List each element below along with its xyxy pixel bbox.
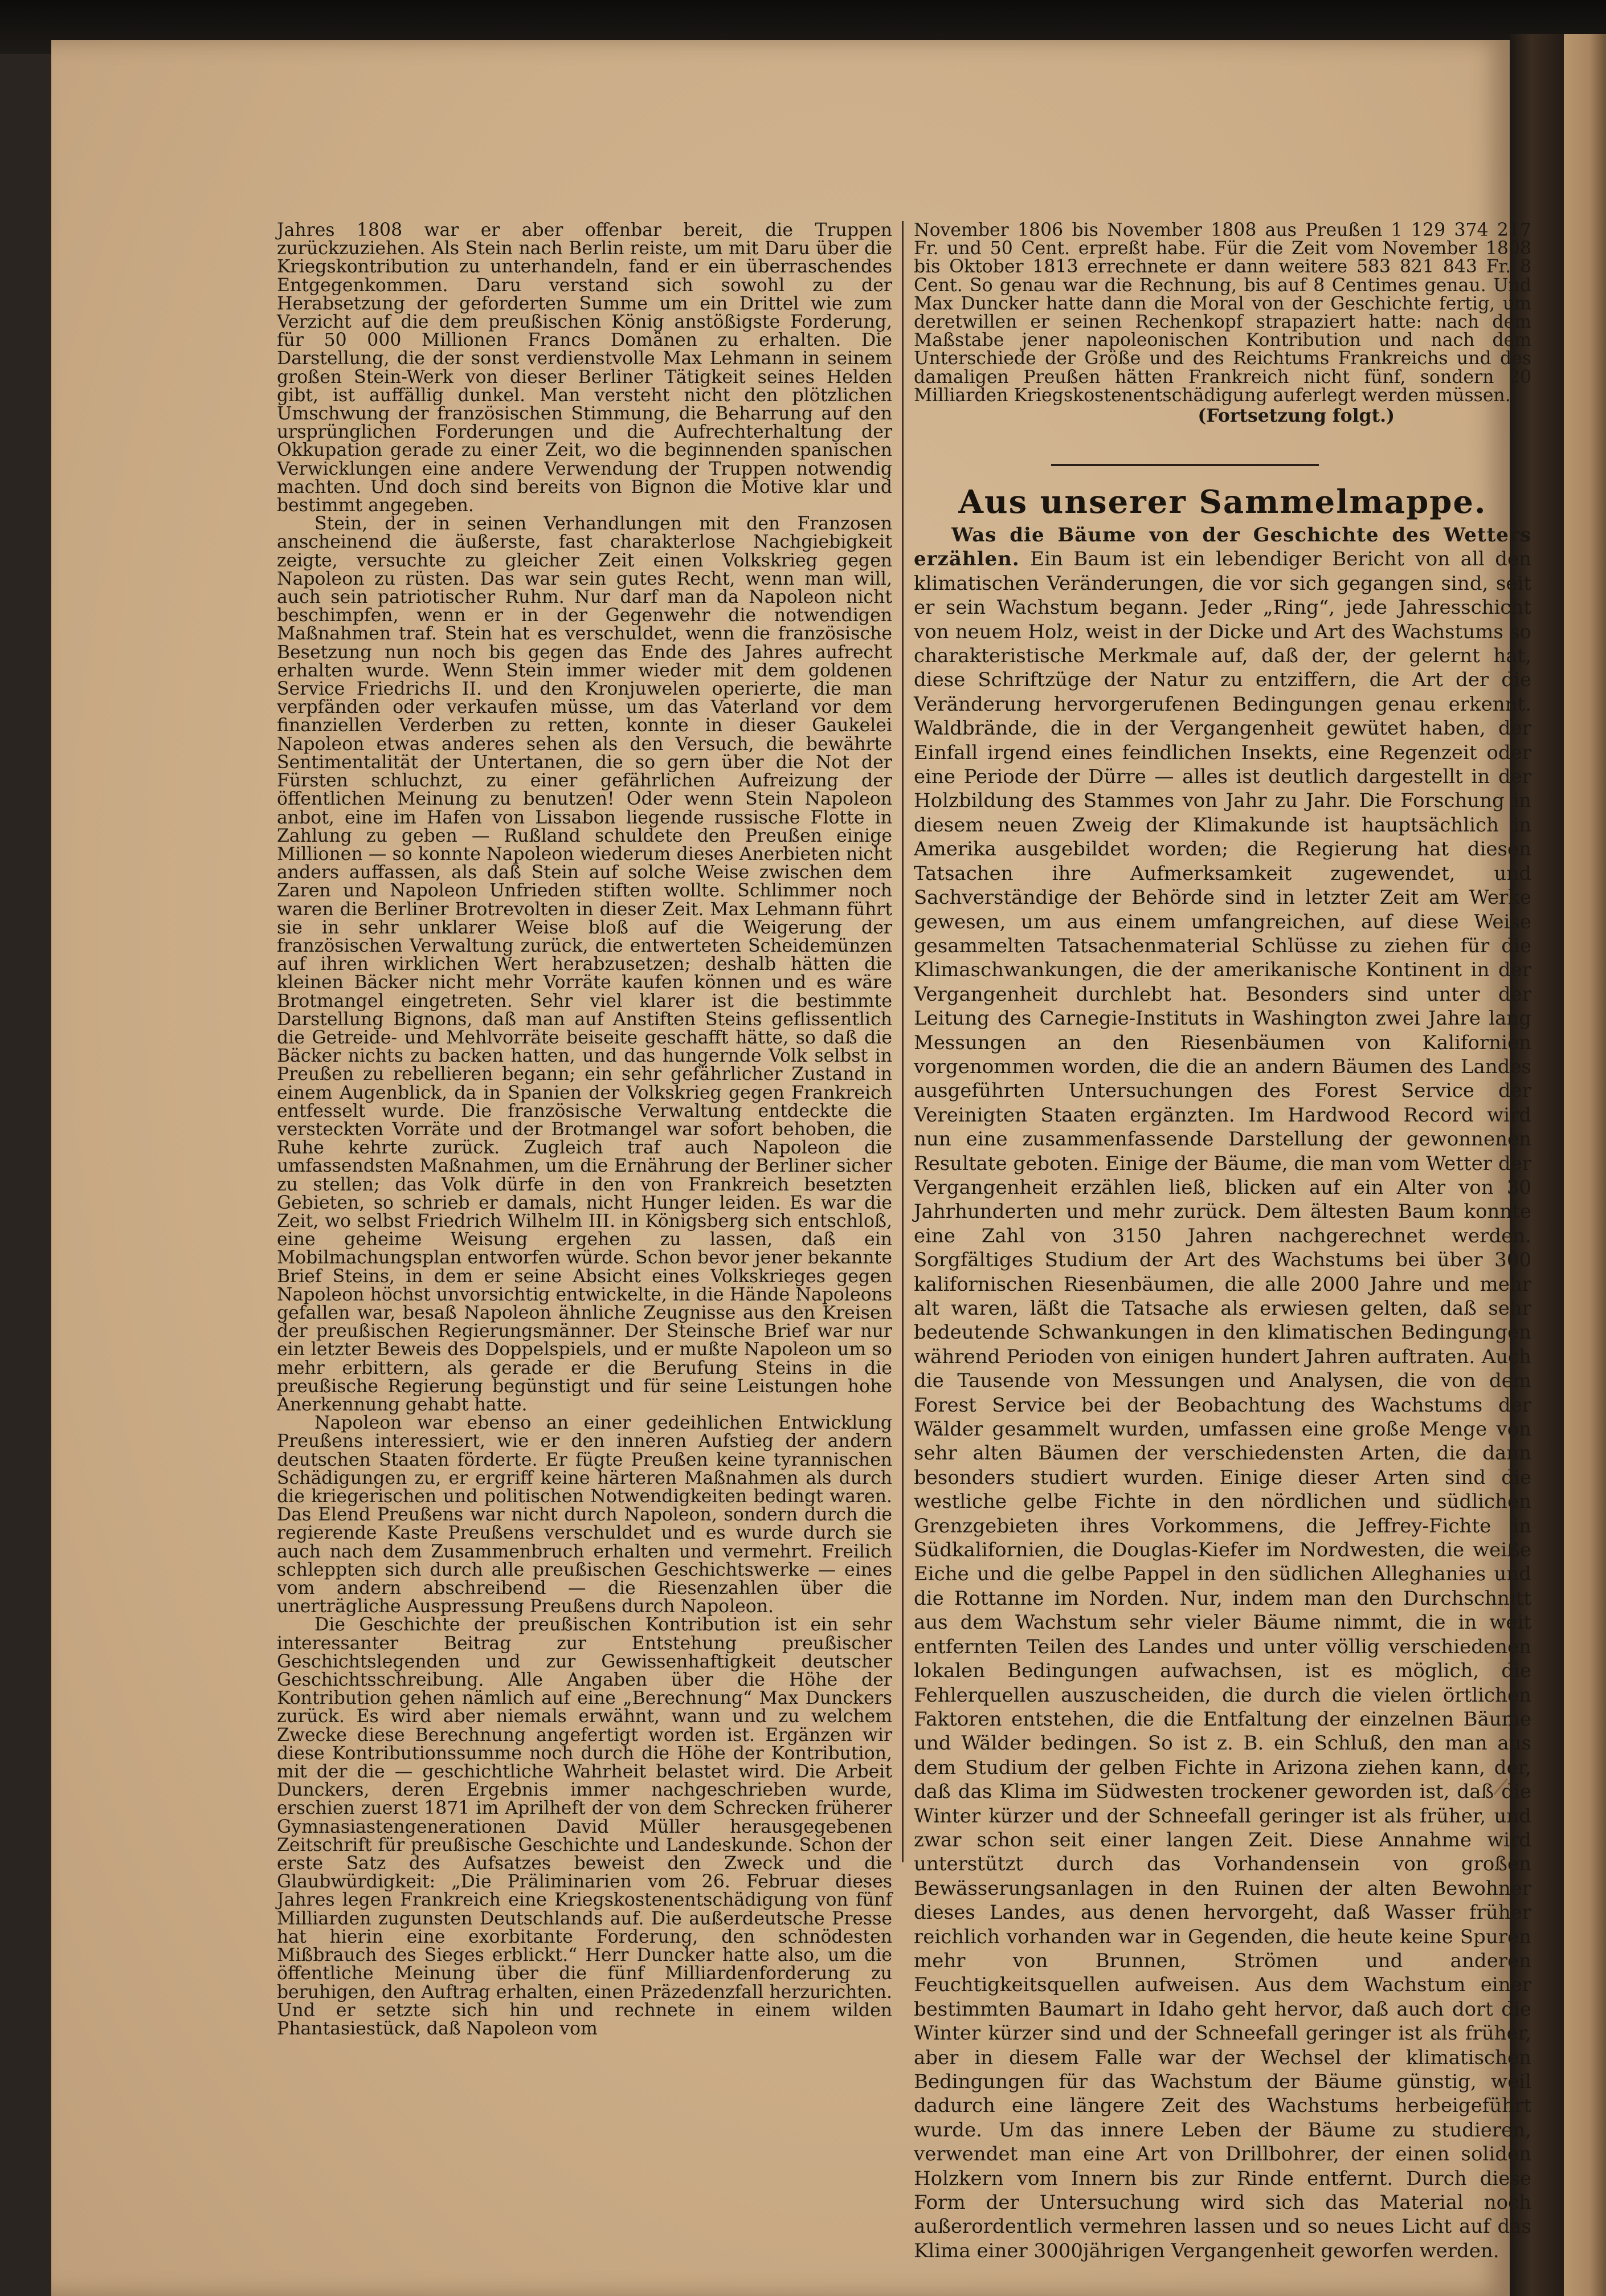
- article-paragraph: [914, 523, 1531, 2263]
- paragraph: November 1806 bis November 1808 aus Preußen 1 129 374 217 Fr. und 50 Cent. erpreßt habe. Für die Zeit vom November 1808 bis Oktober 1813 errechnete er dann weitere 583 821 843 Fr. 8 Cent. So genau war die Rechnung, bis auf 8 Centimes genau. Und Max Duncker hatte dann die Moral von der Geschichte fertig, um deretwillen er seinen Rechenkopf strapaziert hatte: nach dem Maßstabe jener napoleonischen Kontribution und nach dem Unterschiede der Größe und des Reichtums Frankreichs und des damaligen Preußen hätten Frankreich nicht fünf, sondern 20 Milliarden Kriegskostenentschädigung auferlegt werden müssen.: [914, 220, 1531, 406]
- paragraph: Die Geschichte der preußischen Kontribution ist ein sehr interessanter Beitrag zur Entstehung preußischer Geschichtslegenden und zur Gewissenhaftigkeit deutscher Geschichtsschreibung. Alle Angaben über die Höhe der Kontribution gehen nämlich auf eine „Berechnung“ Max Dunckers zurück. Es wird aber niemals erwähnt, wann und zu welchem Zwecke diese Berechnung angefertigt worden ist. Ergänzen wir diese Kontributionssumme noch durch die Höhe der Kontribution, mit der die — geschichtliche Wahrheit belastet wird. Die Arbeit Dunckers, deren Ergebnis immer nachgeschrieben wurde, erschien zuerst 1871 im Aprilheft der von dem Schrecken früherer Gymnasiastengenerationen David Müller herausgegebenen Zeitschrift für preußische Geschichte und Landeskunde. Schon der erste Satz des Aufsatzes beweist den Zweck und die Glaubwürdigkeit: „Die Präliminarien vom 26. Februar dieses Jahres legen Frankreich eine Kriegskostenentschädigung von fünf Milliarden zugunsten Deutschlands auf. Die außerdeutsche Presse hat hierin eine exorbitante Forderung, den schnödesten Mißbrauch des Sieges erblickt.“ Herr Duncker hatte also, um die öffentliche Meinung über die fünf Milliardenforderung zu beruhigen, den Auftrag erhalten, einen Präzedenzfall herzurichten. Und er setzte sich hin und rechnete in einem wilden Phantasiestück, daß Napoleon vom: [277, 1614, 892, 2039]
- facing-page-edge: [1564, 34, 1606, 2296]
- paragraph: Jahres 1808 war er aber offenbar bereit, die Truppen zurückzuziehen. Als Stein nach Berlin reiste, um mit Daru über die Kriegskontribution zu unterhandeln, fand er ein überraschendes Entgegenkommen. Daru verstand sich sowohl zu der Herabsetzung der geforderten Summe um ein Drittel wie zum Verzicht auf die dem preußischen König anstößigste Forderung, für 50 000 Millionen Francs Domänen zu erhalten. Die Darstellung, die der sonst verdienstvolle Max Lehmann in seinem großen Stein-Werk von dieser Berliner Tätigkeit seines Helden gibt, ist auffällig dunkel. Man versteht nicht den plötzlichen Umschwung der französischen Stimmung, die Beharrung auf den ursprünglichen Forderungen und die Aufrechterhaltung der Okkupation gerade zu einer Zeit, wo die beginnenden spanischen Verwicklungen eine andere Verwendung der Truppen notwendig machten. Und doch sind bereits von Bignon die Motive klar und bestimmt angegeben.: [277, 220, 892, 516]
- column-rule: [902, 221, 904, 1862]
- section-separator: [1051, 464, 1319, 466]
- section-heading: Aus unserer Sammelmappe.: [958, 483, 1487, 521]
- paragraph: Stein, der in seinen Verhandlungen mit den Franzosen anscheinend die äußerste, fast charakterlose Nachgiebigkeit zeigte, versuchte zu gleicher Zeit einen Volkskrieg gegen Napoleon zu rüsten. Das war sein gutes Recht, wenn man will, auch sein patriotischer Ruhm. Nur darf man da Napoleon nicht beschimpfen, wenn er in der Gegenwehr die notwendigen Maßnahmen traf. Stein hat es verschuldet, wenn die französische Besetzung nun noch bis gegen das Ende des Jahres aufrecht erhalten wurde. Wenn Stein immer wieder mit dem goldenen Service Friedrichs II. und den Kronjuwelen operierte, die man verpfänden oder verkaufen müsse, um das Vaterland vor dem finanziellen Verderben zu retten, konnte in dieser Gaukelei Napoleon etwas anderes sehen als den Versuch, die bewährte Sentimentalität der Untertanen, die so gern über die Not der Fürsten schluchzt, zu einer gefährlichen Aufreizung der öffentlichen Meinung zu benutzen! Oder wenn Stein Napoleon anbot, eine im Hafen von Lissabon liegende russische Flotte in Zahlung zu geben — Rußland schuldete den Preußen einige Millionen — so konnte Napoleon wiederum dieses Anerbieten nicht anders auffassen, als daß Stein auf solche Weise zwischen dem Zaren und Napoleon Unfrieden stiften wollte. Schlimmer noch waren die Berliner Brotrevolten in dieser Zeit. Max Lehmann führt sie in sehr unklarer Weise bloß auf die Weigerung der französischen Verwaltung zurück, die entwerteten Scheidemünzen auf ihren wirklichen Wert herabzusetzen; deshalb hätten die kleinen Bäcker nicht mehr Vorräte kaufen können und es wäre Brotmangel eingetreten. Sehr viel klarer ist die bestimmte Darstellung Bignons, daß man auf Anstiften Steins geflissentlich die Getreide- und Mehlvorräte beiseite geschafft hätte, so daß die Bäcker nichts zu backen hatten, und das hungernde Volk selbst in Preußen zu rebellieren begann; ein sehr gefährlicher Zustand in einem Augenblick, da in Spanien der Volkskrieg gegen Frankreich entfesselt wurde. Die französische Verwaltung entdeckte die versteckten Vorräte und der Brotmangel war sofort behoben, die Ruhe kehrte zurück. Zugleich traf auch Napoleon die umfassendsten Maßnahmen, um die Ernährung der Berliner sicher zu stellen; das Volk dürfe in den von Frankreich besetzten Gebieten, so schrieb er damals, nicht Hunger leiden. Es war die Zeit, wo selbst Friedrich Wilhelm III. in Königsberg sich entschloß, eine geheime Weisung ergehen zu lassen, daß ein Mobilmachungsplan entworfen würde. Schon bevor jener bekannte Brief Steins, in dem er seine Absicht eines Volkskrieges gegen Napoleon höchst unvorsichtig entwickelte, in die Hände Napoleons gefallen war, besaß Napoleon ähnliche Zeugnisse aus den Kreisen der preußischen Regierungsmänner. Der Steinsche Brief war nur ein letzter Beweis des Doppelspiels, und er mußte Napoleon um so mehr erbittern, als gerade er die Berufung Steins in die preußische Regierung begünstigt und für seine Leistungen hohe Anerkennung gehabt hatte.: [277, 513, 892, 1415]
- continued-note: (Fortsetzung folgt.): [1198, 405, 1395, 427]
- left-column: [277, 221, 892, 2038]
- right-column-top: [914, 221, 1531, 425]
- article-text: Ein Baum ist ein lebendiger Bericht von all den klimatischen Veränderungen, die vor sich gegangen sind, seit er sein Wachstum begann. Jeder „Ring“, jede Jahresschicht von neuem Holz, weist in der Dicke und Art des Wachstums so charakteristische Merkmale auf, daß der, der gelernt hat, diese Schriftzüge der Natur zu entziffern, die Art der die Veränderung hervorgerufenen Bedingungen genau erkennt. Waldbrände, die in der Vergangenheit gewütet haben, der Einfall irgend eines feindlichen Insekts, eine Regenzeit oder eine Periode der Dürre — alles ist deutlich dargestellt in der Holzbildung des Stammes von Jahr zu Jahr. Die Forschung in diesem neuen Zweig der Klimakunde ist hauptsächlich in Amerika ausgebildet worden; die Regierung hat diesen Tatsachen ihre Aufmerksamkeit zugewendet, und Sachverständige der Behörde sind in letzter Zeit am Werke gewesen, um aus einem umfangreichen, auf diese Weise gesammelten Tatsachenmaterial Schlüsse zu ziehen für die Klimaschwankungen, die der amerikanische Kontinent in der Vergangenheit durchlebt hat. Besonders sind unter der Leitung des Carnegie-Instituts in Washington zwei Jahre lang Messungen an den Riesenbäumen von Kalifornien vorgenommen worden, die die an andern Bäumen des Landes ausgeführten Untersuchungen des Forest Service der Vereinigten Staaten ergänzten. Im Hardwood Record wird nun eine zusammenfassende Darstellung der gewonnenen Resultate geboten. Einige der Bäume, die man vom Wetter der Vergangenheit erzählen ließ, blicken auf ein Alter von 30 Jahrhunderten und mehr zurück. Dem ältesten Baum konnte eine Zahl von 3150 Jahren nachgerechnet werden. Sorgfältiges Studium der Art des Wachstums bei über 300 kalifornischen Riesenbäumen, die alle 2000 Jahre und mehr alt waren, läßt die Tatsache als erwiesen gelten, daß sehr bedeutende Schwankungen in den klimatischen Bedingungen während Perioden von einigen hundert Jahren auftraten. Auch die Tausende von Messungen und Analysen, die von dem Forest Service bei der Beobachtung des Wachstums der Wälder gesammelt wurden, umfassen eine große Menge von sehr alten Bäumen der verschiedensten Arten, die dann besonders studiert wurden. Einige dieser Arten sind die westliche gelbe Fichte in den nördlichen und südlichen Grenzgebieten ihres Vorkommens, die Jeffrey-Fichte in Südkalifornien, die Douglas-Kiefer im Nordwesten, die weiße Eiche und die gelbe Pappel in den südlichen Alleghanies und die Rottanne im Norden. Nur, indem man den Durchschnitt aus dem Wachstum sehr vieler Bäume nimmt, die in weit entfernten Teilen des Landes und unter völlig verschiedenen lokalen Bedingungen aufwachsen, ist es möglich, die Fehlerquellen auszuscheiden, die durch die vielen örtlichen Faktoren entstehen, die die Entfaltung der einzelnen Bäume und Wälder bedingen. So ist z. B. ein Schluß, den man aus dem Studium der gelben Fichte in Arizona ziehen kann, der, daß das Klima im Südwesten trockener geworden ist, daß die Winter kürzer und der Schneefall geringer ist als früher, und zwar schon seit einer langen Zeit. Diese Annahme wird unterstützt durch das Vorhandensein von großen Bewässerungsanlagen in den Ruinen der alten Bewohner dieses Landes, aus denen hervorgeht, daß Wasser früher reichlich vorhanden war in Gegenden, die heute keine Spuren mehr von Brunnen, Strömen und anderen Feuchtigkeitsquellen aufweisen. Aus dem Wachstum einer bestimmten Baumart in Idaho geht hervor, daß auch dort die Winter kürzer sind und der Schneefall geringer ist als früher, aber in diesem Falle war der Wechsel der klimatischen Bedingungen für das Wachstum der Bäume günstig, weil dadurch eine längere Zeit des Wachstums herbeigeführt wurde. Um das innere Leben der Bäume zu studieren, verwendet man eine Art von Drillbohrer, der einen soliden Holzkern vom Innern bis zur Rinde entfernt. Durch diese Form der Untersuchung wird sich das Material noch außerordentlich vermehren lassen und so neues Licht auf das Klima einer 3000jährigen Vergangenheit geworfen werden.: [914, 548, 1532, 2262]
- article-trees-weather: [914, 523, 1531, 2263]
- paragraph: Napoleon war ebenso an einer gedeihlichen Entwicklung Preußens interessiert, wie er den inneren Aufstieg der andern deutschen Staaten förderte. Er fügte Preußen keine tyrannischen Schädigungen zu, er ergriff keine härteren Maßnahmen als durch die kriegerischen und politischen Notwendigkeiten bedingt waren. Das Elend Preußens war nicht durch Napoleon, sondern durch die regierende Kaste Preußens verschuldet und es wurde durch sie auch nach dem Zusammenbruch erhalten und vermehrt. Freilich schleppten sich durch alle preußischen Geschichtswerke — eines vom andern abschreibend — die Riesenzahlen über die unerträgliche Auspressung Preußens durch Napoleon.: [277, 1413, 892, 1617]
- article-lead: Was die Bäume von der Geschichte des Wetters erzählen.: [914, 524, 1531, 571]
